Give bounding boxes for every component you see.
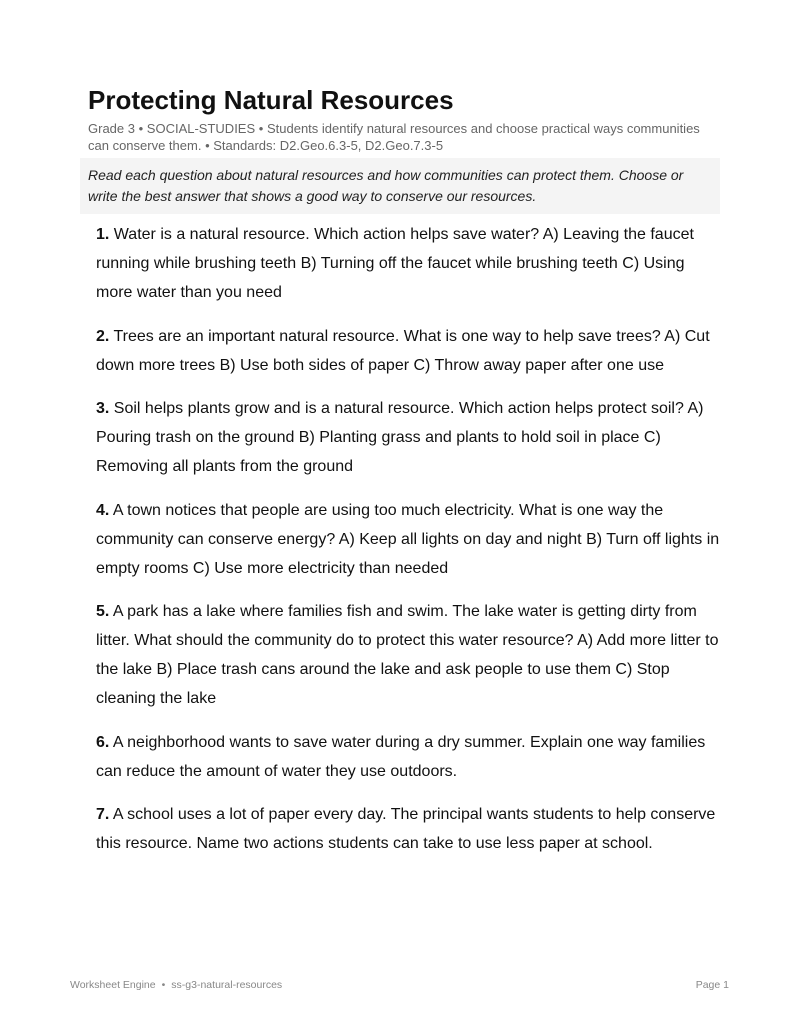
meta-objective: Students identify natural resources and choose practical ways communities can conserve them. (88, 121, 700, 153)
question-text: A town notices that people are using too much electricity. What is one way the community can conserve energy? A) Keep all lights on day and night B) Turn off lights in empty rooms C) Use more electricity than needed (96, 501, 720, 577)
question-number: 1. (96, 226, 110, 243)
question-number: 6. (96, 733, 110, 751)
meta-separator: • (258, 121, 264, 136)
footer-source (70, 978, 282, 992)
question-number: 4. (96, 501, 110, 519)
question-item (96, 394, 721, 481)
question-item (96, 220, 721, 307)
question-list (96, 220, 721, 873)
meta-standards: Standards: D2.Geo.6.3-5, D2.Geo.7.3-5 (213, 138, 444, 153)
footer-worksheet-id: ss-g3-natural-resources (171, 979, 283, 991)
question-text: Water is a natural resource. Which action helps save water? A) Leaving the faucet running while brushing teeth B) Turning off the faucet while brushing teeth C) Using more water than you need (96, 226, 694, 301)
meta-separator: • (205, 138, 210, 153)
question-item (96, 728, 721, 786)
meta-grade: Grade 3 (88, 121, 135, 136)
question-number: 3. (96, 400, 110, 417)
question-number: 7. (96, 806, 110, 823)
question-text: A park has a lake where families fish and swim. The lake water is getting dirty from litter. What should the community do to protect this water resource? A) Add more litter to the lake B) Place trash cans around the lake and ask people to use them C) Stop cleaning the lake (96, 603, 719, 707)
question-number: 5. (96, 603, 110, 620)
footer-separator: • (161, 979, 166, 991)
meta-separator: • (138, 121, 144, 136)
question-text: A school uses a lot of paper every day. The principal wants students to help conserve this resource. Name two actions students can take to use less paper at school. (96, 806, 716, 852)
question-item (96, 322, 721, 380)
worksheet-meta (88, 120, 718, 154)
question-item (96, 800, 721, 858)
question-text: Soil helps plants grow and is a natural resource. Which action helps protect soil? A) Pouring trash on the ground B) Planting grass and plants to hold soil in place C) Removing all plants from the ground (96, 400, 704, 475)
footer-page-number: Page 1 (695, 979, 729, 991)
question-text: A neighborhood wants to save water during a dry summer. Explain one way families can reduce the amount of water they use outdoors. (96, 733, 706, 780)
question-text: Trees are an important natural resource. What is one way to help save trees? A) Cut down more trees B) Use both sides of paper C) Throw away paper after one use (96, 327, 710, 374)
question-item (96, 597, 721, 713)
footer-source-name: Worksheet Engine (70, 979, 156, 991)
instructions-box: Read each question about natural resources and how communities can protect them. Choose or write the best answer that shows a good way to conserve our resources. (80, 158, 720, 214)
page-title: Protecting Natural Resources (88, 85, 454, 115)
meta-subject: SOCIAL-STUDIES (146, 121, 256, 136)
question-number: 2. (96, 327, 110, 345)
question-item (96, 496, 721, 583)
